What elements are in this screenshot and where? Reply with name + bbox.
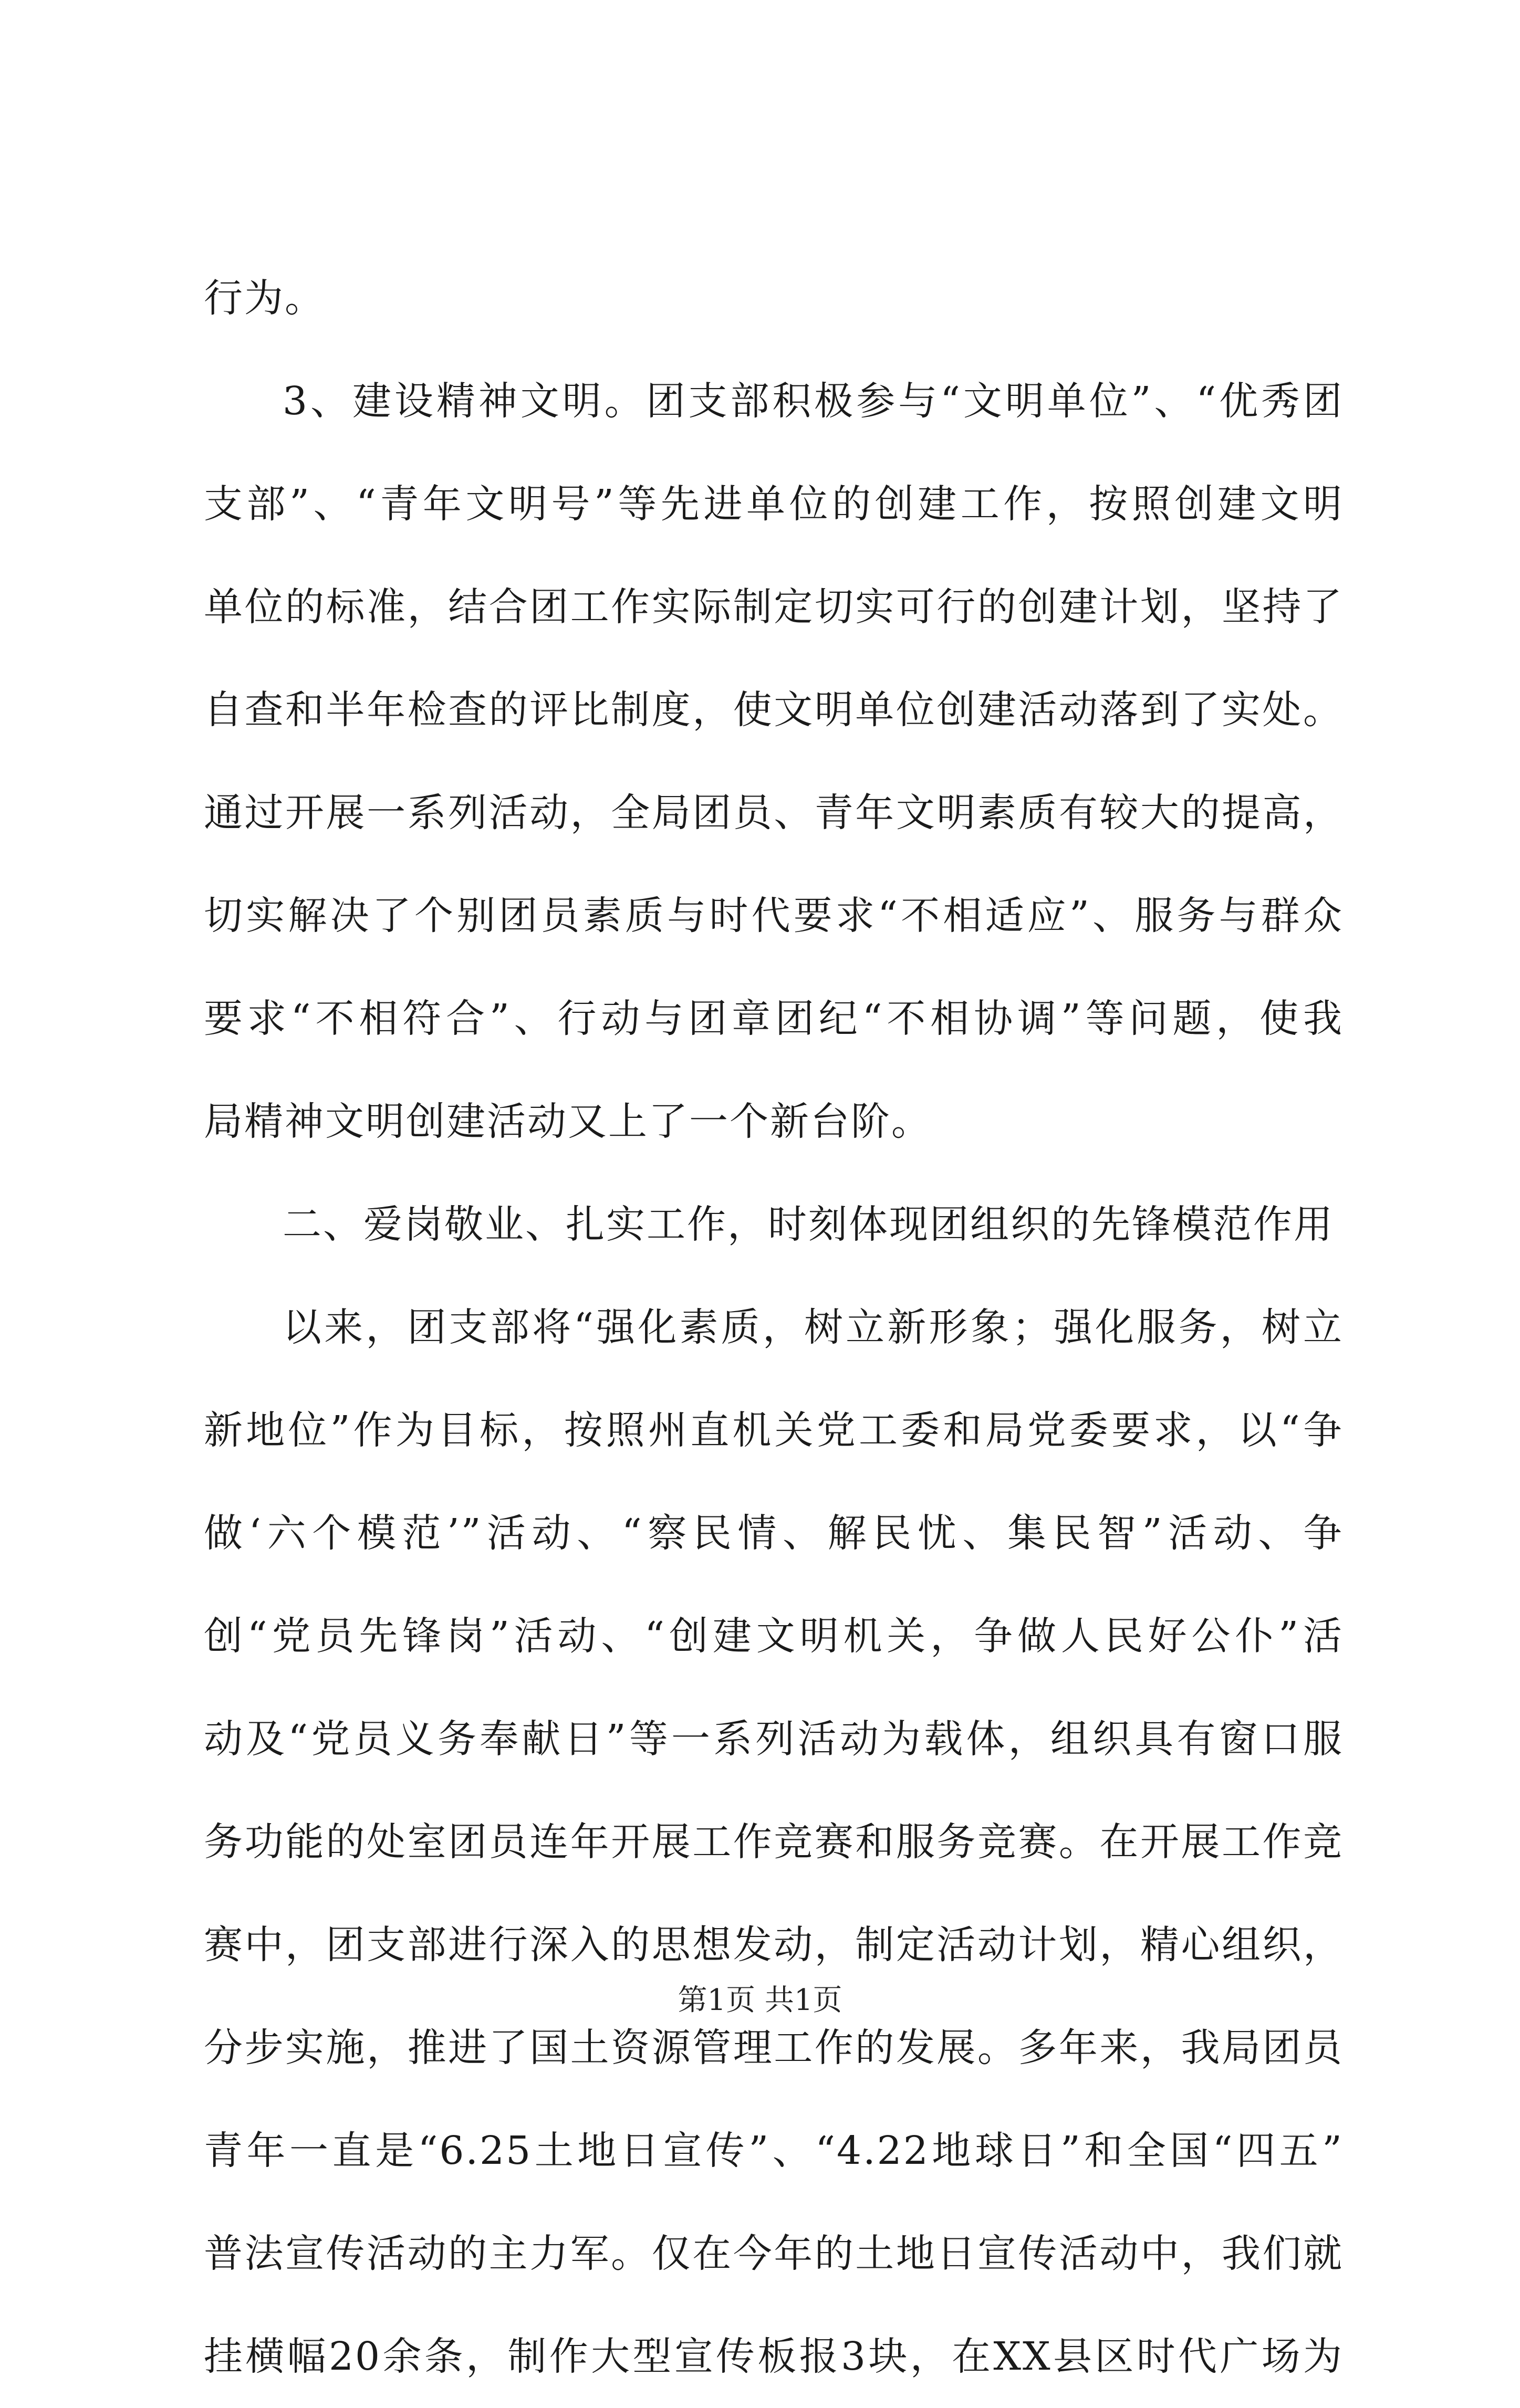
text-line: 赛中，团支部进行深入的思想发动，制定活动计划，精心组织， xyxy=(204,1922,1344,1967)
text-line: 挂横幅20余条，制作大型宣传板报3块，在XX县区时代广场为 xyxy=(204,2334,1344,2379)
text-line: 支部”、“青年文明号”等先进单位的创建工作，按照创建文明 xyxy=(204,481,1344,527)
text-line: 青年一直是“6.25土地日宣传”、“4.22地球日”和全国“四五” xyxy=(204,2128,1344,2173)
body-text xyxy=(204,247,1344,2408)
text-line: 以来，团支部将“强化素质，树立新形象；强化服务，树立 xyxy=(283,1305,1344,1350)
text-line: 普法宣传活动的主力军。仅在今年的土地日宣传活动中，我们就 xyxy=(204,2231,1344,2276)
text-line: 切实解决了个别团员素质与时代要求“不相适应”、服务与群众 xyxy=(204,893,1344,938)
text-line: 自查和半年检查的评比制度，使文明单位创建活动落到了实处。 xyxy=(204,687,1344,732)
text-line: 局精神文明创建活动又上了一个新台阶。 xyxy=(204,1099,932,1144)
text-line: 要求“不相符合”、行动与团章团纪“不相协调”等问题，使我 xyxy=(204,996,1344,1041)
text-line: 做‘六个模范’”活动、“察民情、解民忧、集民智”活动、争 xyxy=(204,1511,1344,1556)
text-line: 新地位”作为目标，按照州直机关党工委和局党委要求，以“争 xyxy=(204,1408,1344,1453)
page-footer: 第1页 共1页 xyxy=(678,1983,842,2017)
text-line: 创“党员先锋岗”活动、“创建文明机关，争做人民好公仆”活 xyxy=(204,1614,1344,1659)
text-line: 通过开展一系列活动，全局团员、青年文明素质有较大的提高， xyxy=(204,790,1344,835)
section-heading: 二、爱岗敬业、扎实工作，时刻体现团组织的先锋模范作用 xyxy=(283,1202,1334,1247)
text-line: 动及“党员义务奉献日”等一系列活动为载体，组织具有窗口服 xyxy=(204,1716,1344,1762)
text-line: 单位的标准，结合团工作实际制定切实可行的创建计划，坚持了 xyxy=(204,584,1344,630)
text-line: 分步实施，推进了国土资源管理工作的发展。多年来，我局团员 xyxy=(204,2025,1344,2070)
text-line: 3、建设精神文明。团支部积极参与“文明单位”、“优秀团 xyxy=(283,379,1344,424)
text-line: 务功能的处室团员连年开展工作竞赛和服务竞赛。在开展工作竞 xyxy=(204,1819,1344,1865)
text-line: 行为。 xyxy=(204,276,325,321)
